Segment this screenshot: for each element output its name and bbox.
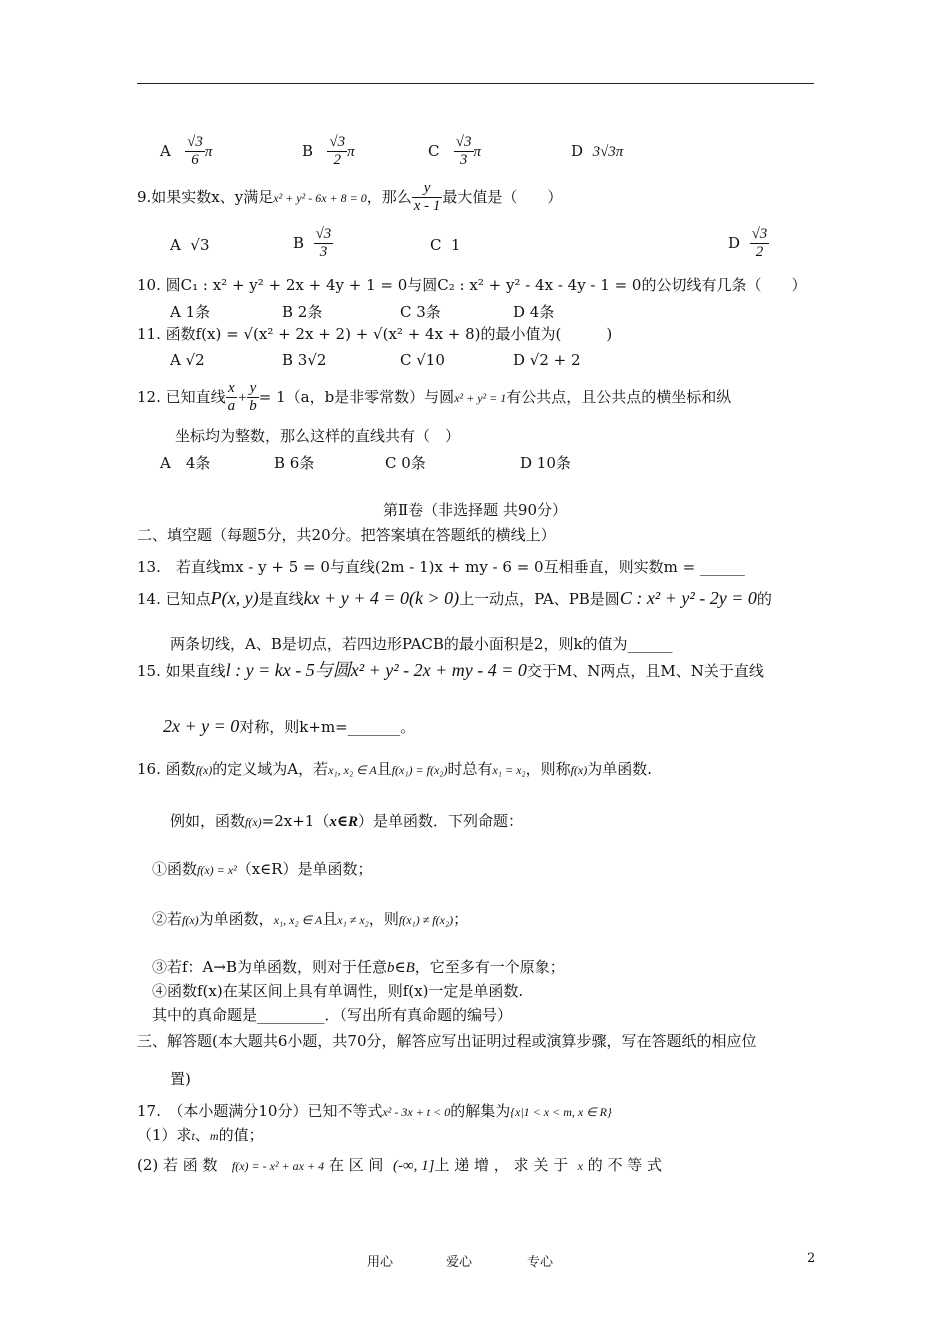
question-9: 9.如果实数x、y满足x² + y² - 6x + 8 = 0，那么 $\frac{y}{x - 1}$ 最大值是（ ） <box>137 180 563 215</box>
question-17: 17. （本小题满分10分）已知不等式x² - 3x + t < 0的解集为{x|1 < x < m, x ∈ R} <box>137 1102 612 1120</box>
q9-option-a: A √3 <box>170 236 210 254</box>
q8-option-b: B $\frac{√3}{2}$ π <box>302 134 355 169</box>
q11-option-c: C √10 <box>400 351 445 369</box>
q8-option-c: C $\frac{√3}{3}$ π <box>428 134 482 169</box>
question-16-prop-3: ③若f：A→B为单函数，则对于任意b∈B，它至多有一个原象； <box>152 958 565 976</box>
q11-option-b: B 3√2 <box>282 351 327 369</box>
question-16: 16. 函数f(x)的定义域为A，若x₁, x₂ ∈ A且f(x₁) = f(x₂)时总有x₁ = x₂，则称f(x)为单函数. <box>137 760 653 778</box>
question-10: 10. 圆C₁ : x² + y² + 2x + 4y + 1 = 0与圆C₂ : x² + y² - 4x - 4y - 1 = 0的公切线有几条（ ） <box>137 276 807 294</box>
section-3-heading-line2: 置) <box>170 1070 191 1088</box>
question-12: 12. 已知直线 $\frac{x}{a}$ + $\frac{y}{b}$ = 1（a，b是非零常数）与圆x² + y² = 1有公共点，且公共点的横坐标和纵 <box>137 380 732 415</box>
question-12-line2: 坐标均为整数，那么这样的直线共有（ ） <box>175 427 461 445</box>
q8-a-fraction: $\frac{√3}{6}$ <box>187 134 203 169</box>
question-11: 11. 函数f(x) = √(x² + 2x + 2) + √(x² + 4x + 8)的最小值为( ) <box>137 325 613 343</box>
question-16-example: 例如，函数f(x)=2x+1（x∈R）是单函数．下列命题： <box>170 812 523 830</box>
q10-option-a: A 1条 <box>170 303 211 321</box>
q9-option-b: B $\frac{√3}{3}$ <box>293 226 332 261</box>
page-number: 2 <box>807 1251 816 1266</box>
section-2-title: 第Ⅱ卷（非选择题 共90分） <box>382 501 568 519</box>
question-17-part-2: (2) 若 函 数 f(x) = - x² + ax + 4 在 区 间 (-∞, 1]上 递 增 ， 求 关 于 x 的 不 等 式 <box>137 1156 663 1174</box>
question-16-prop-4: ④函数f(x)在某区间上具有单调性，则f(x)一定是单函数. <box>152 982 524 1000</box>
footer-left: 用心 <box>367 1255 394 1270</box>
question-16-prop-2: ②若f(x)为单函数，x₁, x₂ ∈ A且x₁ ≠ x₂，则f(x₁) ≠ f(x₂)； <box>152 910 469 928</box>
question-14-line2: 两条切线，A、B是切点，若四边形PACB的最小面积是2，则k的值为______ <box>170 635 673 653</box>
q8-option-d: D 3√3π <box>571 142 624 160</box>
question-16-prop-1: ①函数f(x) = x²（x∈R）是单函数； <box>152 860 373 878</box>
q9-option-c: C 1 <box>430 236 461 254</box>
q9-fraction: $\frac{y}{x - 1}$ <box>413 180 441 215</box>
q8-c-fraction: $\frac{√3}{3}$ <box>455 134 472 169</box>
q10-option-b: B 2条 <box>282 303 323 321</box>
q12-option-b: B 6条 <box>274 454 315 472</box>
q12-option-d: D 10条 <box>520 454 571 472</box>
q8-b-fraction: $\frac{√3}{2}$ <box>329 134 346 169</box>
section-2-heading: 二、填空题（每题5分，共20分。把答案填在答题纸的横线上） <box>137 526 556 544</box>
q12-option-c: C 0条 <box>385 454 426 472</box>
q9-option-d: D $\frac{√3}{2}$ <box>728 226 768 261</box>
q11-option-d: D √2 + 2 <box>513 351 581 369</box>
section-3-heading: 三、解答题(本大题共6小题，共70分，解答应写出证明过程或演算步骤，写在答题纸的相应位 <box>137 1032 757 1050</box>
q10-option-c: C 3条 <box>400 303 441 321</box>
question-16-answer: 其中的真命题是_________．（写出所有真命题的编号） <box>152 1006 513 1024</box>
question-17-part-1: （1）求t、m的值； <box>137 1126 264 1144</box>
q11-option-a: A √2 <box>170 351 205 369</box>
header-rule <box>137 83 814 84</box>
footer-mid: 爱心 <box>446 1255 473 1270</box>
question-13: 13. 若直线mx - y + 5 = 0与直线(2m - 1)x + my - 6 = 0互相垂直，则实数m = ______ <box>137 558 745 576</box>
question-15-line2: 2x + y = 0对称，则k+m=_______。 <box>163 716 416 736</box>
q10-option-d: D 4条 <box>513 303 555 321</box>
q12-option-a: A 4条 <box>160 454 211 472</box>
question-14: 14. 已知点P(x, y)是直线kx + y + 4 = 0(k > 0)上一动点，PA、PB是圆C : x² + y² - 2y = 0的 <box>137 588 772 608</box>
question-15: 15. 如果直线l : y = kx - 5与圆x² + y² - 2x + my - 4 = 0交于M、N两点，且M、N关于直线 <box>137 660 764 680</box>
q8-option-a: A $\frac{√3}{6}$ π <box>160 134 213 169</box>
footer-right: 专心 <box>527 1255 554 1270</box>
